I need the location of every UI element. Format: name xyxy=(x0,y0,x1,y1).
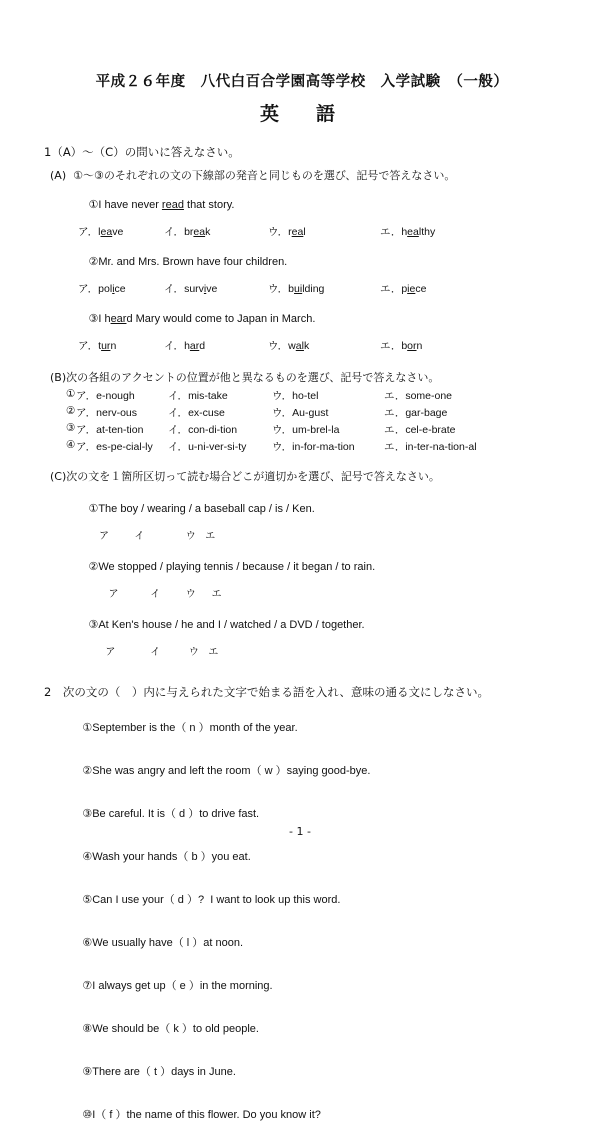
choice-row xyxy=(78,224,560,239)
choice-option[interactable]: ア．at-ten-tion xyxy=(76,424,144,436)
question-number: ⑤ xyxy=(82,894,93,906)
choice-option[interactable]: イ．u-ni-ver-si-ty xyxy=(168,441,247,453)
choice-option[interactable]: エ．healthy xyxy=(380,226,436,238)
accent-row xyxy=(66,422,560,437)
question-text: I always get up（ e ）in the morning. xyxy=(92,980,273,992)
choice-option[interactable]: イ．ex-cuse xyxy=(168,407,225,419)
list-item xyxy=(64,1008,560,1048)
choice-option[interactable]: ア．e-nough xyxy=(76,390,135,402)
question-text: We should be（ k ）to old people. xyxy=(92,1023,259,1035)
accent-row xyxy=(66,388,560,403)
list-item xyxy=(64,750,560,790)
question-number: ③ xyxy=(66,422,76,434)
question-number: ② xyxy=(88,255,99,268)
choice-option[interactable]: エ．gar-bage xyxy=(384,407,448,419)
choice-option[interactable]: イ．break xyxy=(164,226,211,238)
question-number: ③ xyxy=(88,312,99,325)
question-text: I（ f ）the name of this flower. Do you know it? xyxy=(92,1109,321,1121)
question-text: I heard Mary would come to Japan in March. xyxy=(98,313,316,325)
section-2-heading: 2 次の文の（ ）内に与えられた文字で始まる語を入れ、意味の通る文にしなさい。 xyxy=(44,685,490,699)
list-item xyxy=(64,1051,560,1091)
question-number: ① xyxy=(88,503,99,515)
question-item xyxy=(64,186,560,223)
question-number: ⑥ xyxy=(82,937,93,949)
question-item xyxy=(64,606,560,643)
question-text: September is the（ n ）month of the year. xyxy=(92,722,298,734)
choice-option[interactable]: ア．leave xyxy=(78,226,124,238)
part-b-heading: (B)次の各組のアクセントの位置が他と異なるものを選び、記号で答えなさい。 xyxy=(50,371,440,384)
section-1-part-c xyxy=(44,468,560,658)
question-item xyxy=(64,548,560,585)
document-header xyxy=(44,70,560,126)
question-number: ⑦ xyxy=(82,980,93,992)
choice-option[interactable]: ウ．walk xyxy=(268,340,310,352)
answer-markers: ア イ ウ エ xyxy=(64,531,216,542)
question-number: ① xyxy=(88,198,99,211)
question-text: Mr. and Mrs. Brown have four children. xyxy=(98,256,288,268)
question-number: ① xyxy=(66,388,76,400)
part-a-heading: (A) ①〜③のそれぞれの文の下線部の発音と同じものを選び、記号で答えなさい。 xyxy=(50,169,456,182)
question-item xyxy=(64,243,560,280)
choice-option[interactable]: ウ．Au-gust xyxy=(272,407,329,419)
question-number: ⑨ xyxy=(82,1066,93,1078)
choice-option[interactable]: エ．some-one xyxy=(384,390,453,402)
section-1-part-a xyxy=(44,167,560,353)
list-item xyxy=(64,879,560,919)
list-item xyxy=(64,1094,560,1134)
question-text: We usually have（ l ）at noon. xyxy=(92,937,244,949)
list-item xyxy=(64,836,560,876)
answer-markers: ア イ ウ エ xyxy=(64,589,222,600)
choice-option[interactable]: ア．police xyxy=(78,283,126,295)
choice-option[interactable]: ウ．in-for-ma-tion xyxy=(272,441,355,453)
question-text: At Ken's house / he and I / watched / a DVD / together. xyxy=(98,619,365,631)
question-number: ③ xyxy=(82,808,93,820)
question-number: ② xyxy=(88,561,99,573)
question-text: We stopped / playing tennis / because / it began / to rain. xyxy=(98,561,376,573)
question-number: ② xyxy=(82,765,93,777)
subject-title: 英 語 xyxy=(259,103,344,125)
choice-option[interactable]: エ．born xyxy=(380,340,423,352)
choice-option[interactable]: イ．survive xyxy=(164,283,218,295)
section-1-part-b xyxy=(44,369,560,454)
section-1-heading: 1（A）〜（C）の問いに答えなさい。 xyxy=(44,145,240,159)
accent-row xyxy=(66,439,560,454)
question-text: Be careful. It is（ d ）to drive fast. xyxy=(92,808,260,820)
choice-option[interactable]: ア．turn xyxy=(78,340,117,352)
choice-option[interactable]: イ．mis-take xyxy=(168,390,228,402)
list-item xyxy=(64,965,560,1005)
question-item xyxy=(64,300,560,337)
choice-option[interactable]: エ．piece xyxy=(380,283,427,295)
part-c-heading: (C)次の文を１箇所区切って読む場合どこが適切かを選び、記号で答えなさい。 xyxy=(50,470,440,483)
choice-option[interactable]: ア．es-pe-cial-ly xyxy=(76,441,153,453)
answer-markers: ア イ ウ エ xyxy=(64,647,219,658)
choice-row xyxy=(78,338,560,353)
choice-option[interactable]: ウ．ho-tel xyxy=(272,390,319,402)
choice-option[interactable]: ウ．real xyxy=(268,226,306,238)
question-text: Can I use your（ d ）? I want to look up this word. xyxy=(92,894,341,906)
question-text: Wash your hands（ b ）you eat. xyxy=(92,851,251,863)
question-text: She was angry and left the room（ w ）saying good-bye. xyxy=(92,765,371,777)
choice-option[interactable]: エ．cel-e-brate xyxy=(384,424,456,436)
question-number: ⑩ xyxy=(82,1109,93,1121)
choice-option[interactable]: イ．hard xyxy=(164,340,206,352)
question-number: ① xyxy=(82,722,93,734)
question-text: I have never read that story. xyxy=(98,199,235,211)
question-number: ⑧ xyxy=(82,1023,93,1035)
question-number: ④ xyxy=(66,439,76,451)
choice-option[interactable]: エ．in-ter-na-tion-al xyxy=(384,441,477,453)
choice-option[interactable]: ウ．building xyxy=(268,283,325,295)
accent-row xyxy=(66,405,560,420)
question-item xyxy=(64,490,560,527)
question-number: ② xyxy=(66,405,76,417)
question-text: There are（ t ）days in June. xyxy=(92,1066,236,1078)
section-2 xyxy=(44,684,560,1134)
choice-option[interactable]: ウ．um-brel-la xyxy=(272,424,340,436)
page-title: 平成２６年度 八代白百合学園高等学校 入学試験 （一般） xyxy=(95,74,509,90)
question-number: ④ xyxy=(82,851,93,863)
choice-row xyxy=(78,281,560,296)
question-text: The boy / wearing / a baseball cap / is / Ken. xyxy=(98,503,315,515)
list-item xyxy=(64,707,560,747)
choice-option[interactable]: イ．con-di-tion xyxy=(168,424,238,436)
list-item xyxy=(64,922,560,962)
choice-option[interactable]: ア．nerv-ous xyxy=(76,407,138,419)
question-number: ③ xyxy=(88,619,99,631)
page-number: - 1 - xyxy=(289,825,311,838)
section-1 xyxy=(44,144,560,658)
